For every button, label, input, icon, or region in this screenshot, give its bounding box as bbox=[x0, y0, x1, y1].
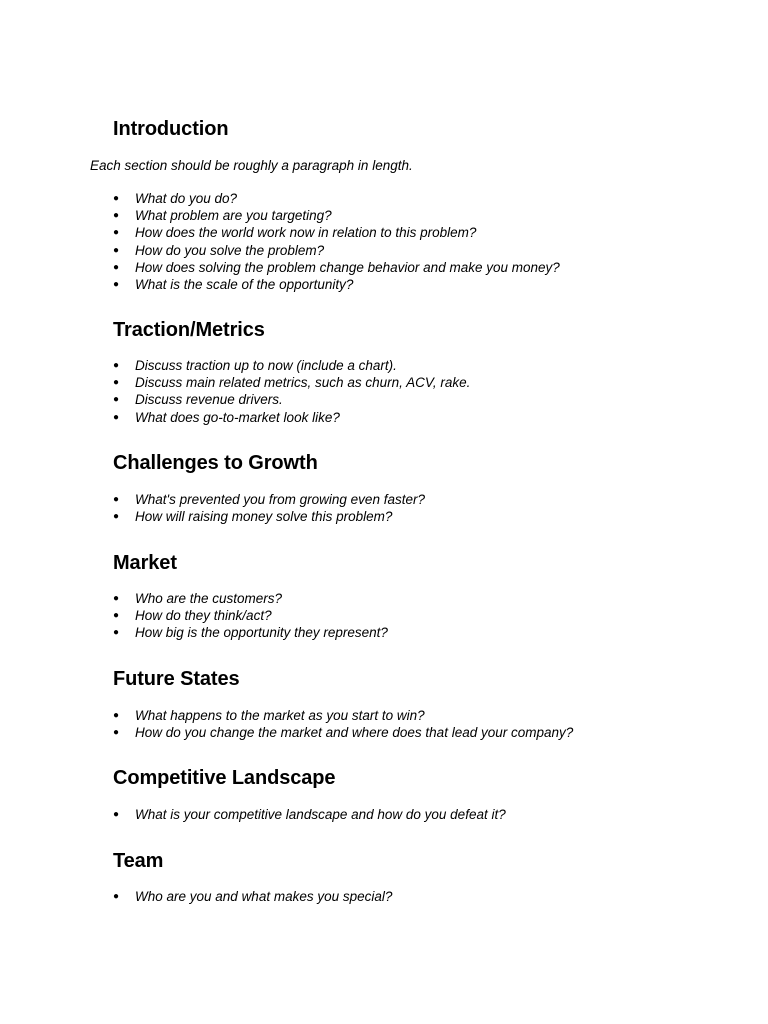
bullet-icon: ● bbox=[113, 610, 120, 622]
intro-note: Each section should be roughly a paragraph in length. bbox=[90, 158, 413, 173]
bullet-icon: ● bbox=[113, 511, 120, 523]
bullet-icon: ● bbox=[113, 193, 120, 204]
bullet-icon: ● bbox=[113, 627, 120, 639]
bullet-icon: ● bbox=[113, 377, 120, 389]
bullet-icon: ● bbox=[113, 394, 120, 406]
bullet-icon: ● bbox=[113, 411, 120, 423]
section-heading-competitive-landscape: Competitive Landscape bbox=[113, 767, 336, 789]
bullet-icon: ● bbox=[113, 227, 120, 239]
section-heading-challenges-to-growth: Challenges to Growth bbox=[113, 452, 318, 474]
bullet-icon: ● bbox=[113, 593, 120, 604]
bullet-icon: ● bbox=[113, 278, 120, 290]
bullet-icon: ● bbox=[113, 891, 120, 902]
bullet-icon: ● bbox=[113, 261, 120, 273]
document-page: Introduction Each section should be roughly a paragraph in length. ● What do you do? ● What problem are you targeting? ● How does the world work now in relation to this problem? ● How do you solve the problem? ● How does solving the problem change behavior and make you money? ● What is the scale of the opportunity? Traction/Metrics ● Discuss traction up to now (include a chart). ● Discuss main related metrics, such as churn, ACV, rake. ● Discuss revenue drivers. ● What does go-to-market look like? Challenges to Growth ● What's prevented you from growing even faster? ● How will raising money solve this problem? Market ● Who are the customers? ● How do they think/act? ● How big is the opportunity they represent? Future States ● What happens to the market as you start to win? ● How do you change the market and where does that lead your company? Competitive Landscape ● What is your competitive landscape and how do you defeat it? Team ● Who are you and what makes you special? bbox=[90, 118, 574, 904]
bullet-icon: ● bbox=[113, 360, 120, 371]
bullet-icon: ● bbox=[113, 244, 120, 256]
bullet-icon: ● bbox=[113, 210, 120, 222]
section-heading-future-states: Future States bbox=[113, 668, 240, 690]
section-heading-market: Market bbox=[113, 552, 177, 574]
bullet-icon: ● bbox=[113, 809, 120, 820]
section-heading-traction-metrics: Traction/Metrics bbox=[113, 319, 265, 341]
bullet-icon: ● bbox=[113, 710, 120, 721]
bullet-icon: ● bbox=[113, 494, 120, 505]
section-heading-team: Team bbox=[113, 850, 164, 872]
section-heading-introduction: Introduction bbox=[113, 118, 229, 140]
bullet-icon: ● bbox=[113, 727, 120, 739]
